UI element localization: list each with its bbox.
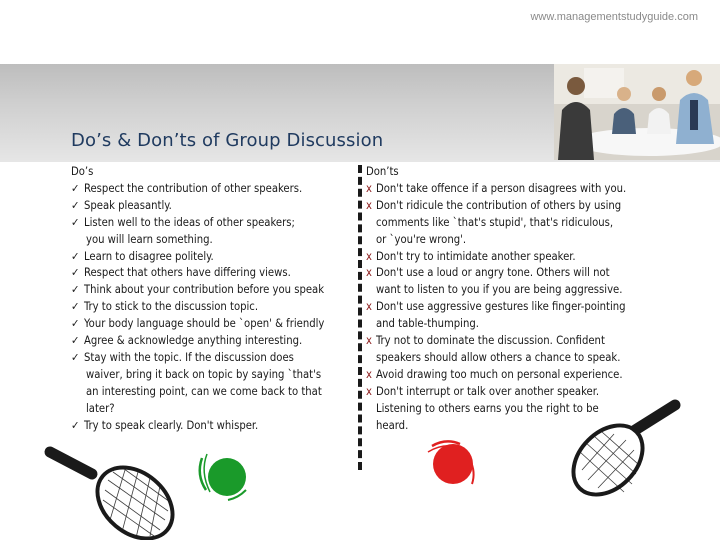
donts-item-text: Try not to dominate the discussion. Confident xyxy=(376,334,605,348)
dos-item-text: later? xyxy=(86,401,115,415)
dos-item-text: Listen well to the ideas of other speakers; xyxy=(84,215,295,229)
meeting-photo-image xyxy=(554,64,720,160)
dos-item xyxy=(71,350,361,367)
donts-item-text: Don't take offence if a person disagrees with you. xyxy=(376,181,627,195)
checkmark-icon: ✓ xyxy=(71,198,80,212)
dos-item-text: waiver, bring it back on topic by saying `that's xyxy=(86,367,322,381)
dos-heading: Do’s xyxy=(71,165,94,178)
donts-item xyxy=(366,333,666,350)
x-mark-icon: x xyxy=(366,384,372,398)
x-mark-icon: x xyxy=(366,181,372,195)
donts-item-text: Don't interrupt or talk over another speaker. xyxy=(376,384,600,398)
dos-item xyxy=(71,181,361,198)
green-ball-icon xyxy=(200,454,246,500)
checkmark-icon: ✓ xyxy=(71,249,80,263)
donts-item xyxy=(366,282,666,299)
meeting-photo xyxy=(554,64,720,160)
dos-item-text: Try to stick to the discussion topic. xyxy=(84,300,259,314)
donts-item-text: or `you're wrong'. xyxy=(376,232,467,246)
donts-item-text: Avoid drawing too much on personal experience. xyxy=(376,367,623,381)
donts-item-text: and table-thumping. xyxy=(376,317,479,331)
dos-item-text: Try to speak clearly. Don't whisper. xyxy=(84,418,259,432)
x-mark-icon: x xyxy=(366,249,372,263)
donts-item xyxy=(366,181,666,198)
donts-item xyxy=(366,265,666,282)
donts-item xyxy=(366,299,666,316)
checkmark-icon: ✓ xyxy=(71,418,80,432)
donts-item-text: speakers should allow others a chance to speak. xyxy=(376,350,621,364)
site-url: www.managementstudyguide.com xyxy=(530,11,698,23)
dos-item-text: Stay with the topic. If the discussion does xyxy=(84,350,294,364)
x-mark-icon: x xyxy=(366,367,372,381)
checkmark-icon: ✓ xyxy=(71,181,80,195)
x-mark-icon: x xyxy=(366,198,372,212)
dos-item xyxy=(71,198,361,215)
checkmark-icon: ✓ xyxy=(71,215,80,229)
donts-item xyxy=(366,198,666,215)
right-racket-icon xyxy=(560,405,675,508)
donts-item xyxy=(366,249,666,266)
donts-item-text: want to listen to you if you are being aggressive. xyxy=(376,283,623,297)
donts-item xyxy=(366,215,666,232)
donts-item xyxy=(366,350,666,367)
donts-item-text: Don't use aggressive gestures like finger-pointing xyxy=(376,300,626,314)
donts-item-text: Don't ridicule the contribution of others by using xyxy=(376,198,622,212)
dos-item xyxy=(71,215,361,232)
dos-item-text: an interesting point, can we come back to that xyxy=(86,384,322,398)
red-ball-icon xyxy=(428,441,474,484)
donts-item xyxy=(366,316,666,333)
dos-item-text: you will learn something. xyxy=(86,232,213,246)
donts-item-text: Don't use a loud or angry tone. Others will not xyxy=(376,266,610,280)
donts-item-text: comments like `that's stupid', that's ridiculous, xyxy=(376,215,614,229)
tennis-illustration xyxy=(0,380,720,540)
dos-item-text: Respect the contribution of other speakers. xyxy=(84,181,303,195)
dos-item-text: Respect that others have differing views. xyxy=(84,266,291,280)
dos-item-text: Agree & acknowledge anything interesting. xyxy=(84,334,303,348)
checkmark-icon: ✓ xyxy=(71,266,80,280)
donts-heading: Don’ts xyxy=(366,165,399,178)
x-mark-icon: x xyxy=(366,266,372,280)
donts-item-text: Listening to others earns you the right to be xyxy=(376,401,599,415)
checkmark-icon: ✓ xyxy=(71,300,80,314)
dos-item xyxy=(71,333,361,350)
dos-item xyxy=(71,316,361,333)
page-title: Do’s & Don’ts of Group Discussion xyxy=(71,130,384,151)
donts-item-text: Don't try to intimidate another speaker. xyxy=(376,249,576,263)
dos-item-text: Your body language should be `open' & friendly xyxy=(84,317,325,331)
dos-item xyxy=(71,282,361,299)
dos-item-text: Speak pleasantly. xyxy=(84,198,172,212)
donts-item xyxy=(366,232,666,249)
dos-item xyxy=(71,299,361,316)
dos-item xyxy=(71,249,361,266)
checkmark-icon: ✓ xyxy=(71,317,80,331)
checkmark-icon: ✓ xyxy=(71,283,80,297)
checkmark-icon: ✓ xyxy=(71,334,80,348)
dos-item xyxy=(71,232,361,249)
tennis-illustration-graphic xyxy=(0,380,720,540)
checkmark-icon: ✓ xyxy=(71,350,80,364)
dos-item xyxy=(71,265,361,282)
donts-item-text: heard. xyxy=(376,418,409,432)
dos-item-text: Think about your contribution before you speak xyxy=(84,283,325,297)
dos-item-text: Learn to disagree politely. xyxy=(84,249,214,263)
x-mark-icon: x xyxy=(366,334,372,348)
x-mark-icon: x xyxy=(366,300,372,314)
left-racket-icon xyxy=(50,452,186,540)
